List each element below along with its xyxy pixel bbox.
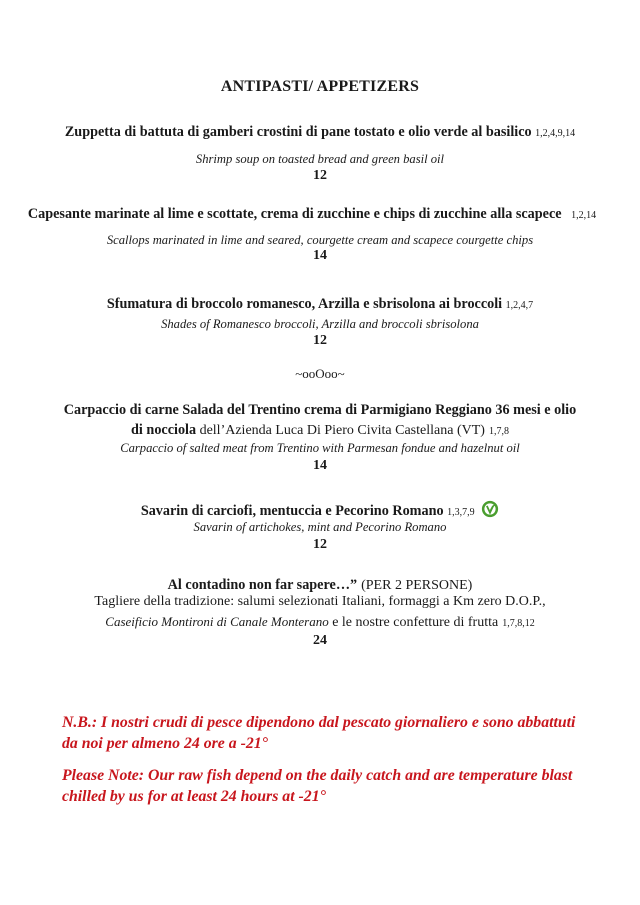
dish-english: Carpaccio of salted meat from Trentino with Parmesan fondue and hazelnut oil: [120, 441, 520, 455]
allergen-numbers: 1,2,4,9,14: [535, 128, 576, 139]
allergen-numbers: 1,3,7,9: [447, 507, 475, 518]
dish-english: Shrimp soup on toasted bread and green basil oil: [195, 152, 445, 166]
dish-name-text: Al contadino non far sapere…”: [167, 577, 358, 593]
dish-name: [0, 296, 640, 313]
dish-english: Shades of Romanesco broccoli, Arzilla and broccoli sbrisolona: [161, 317, 479, 331]
dish-price: 12: [313, 537, 327, 552]
dish-name: Carpaccio di carne Salada del Trentino crema di Parmigiano Reggiano 36 mesi e olio: [63, 402, 577, 418]
dish-price: 24: [313, 633, 327, 648]
dish-name-text: Sfumatura di broccolo romanesco, Arzilla e sbrisolona ai broccoli: [106, 296, 503, 312]
dish-name-text: Capesante marinate al lime e scottate, crema di zucchine e chips di zucchine alla scapece: [27, 206, 562, 222]
allergen-numbers: 1,2,14: [571, 210, 597, 221]
dish-price: 12: [313, 168, 327, 183]
raw-fish-note-english: Please Note: Our raw fish depend on the daily catch and are temperature blast chilled by us for at least 24 hours at -21°: [62, 767, 573, 805]
dish-name: [0, 206, 632, 223]
dish-name-text: Savarin di carciofi, mentuccia e Pecorino Romano: [140, 503, 444, 519]
dish-description: Tagliere della tradizione: salumi selezionati Italiani, formaggi a Km zero D.O.P.,: [94, 594, 546, 609]
dish-name-continued: [0, 421, 640, 439]
dish-english: Savarin of artichokes, mint and Pecorino Romano: [193, 520, 447, 534]
dish-name-text: di nocciola: [131, 422, 197, 438]
allergen-numbers: 1,7,8: [488, 426, 509, 437]
dish-name: [0, 576, 640, 594]
vegetarian-icon: [481, 500, 499, 518]
dish-producer: dell’Azienda Luca Di Piero Civita Castellana (VT): [196, 423, 485, 438]
allergen-numbers: 1,7,8,12: [502, 618, 535, 629]
dish-portion: (PER 2 PERSONE): [361, 578, 473, 593]
dish-name-text: Zuppetta di battuta di gamberi crostini di pane tostato e olio verde al basilico: [64, 124, 532, 140]
raw-fish-note-italian: N.B.: I nostri crudi di pesce dipendono dal pescato giornaliero e sono abbattuti da noi per almeno 24 ore a -21°: [62, 714, 576, 752]
dish-price: 14: [313, 248, 327, 263]
dish-name: [0, 124, 640, 141]
dish-price: 12: [313, 333, 327, 348]
allergen-numbers: 1,2,4,7: [505, 300, 534, 311]
dish-description-continued: [0, 613, 640, 631]
dish-price: 14: [313, 458, 327, 473]
dish-description-text: e le nostre confetture di frutta: [328, 615, 499, 630]
dish-english: Scallops marinated in lime and seared, courgette cream and scapece courgette chips: [106, 233, 534, 247]
producer-name: Caseificio Montironi di Canale Monterano: [105, 614, 329, 629]
dish-name: [0, 500, 640, 520]
menu-title: ANTIPASTI/ APPETIZERS: [220, 78, 420, 95]
section-divider: ~ooOoo~: [295, 366, 345, 381]
